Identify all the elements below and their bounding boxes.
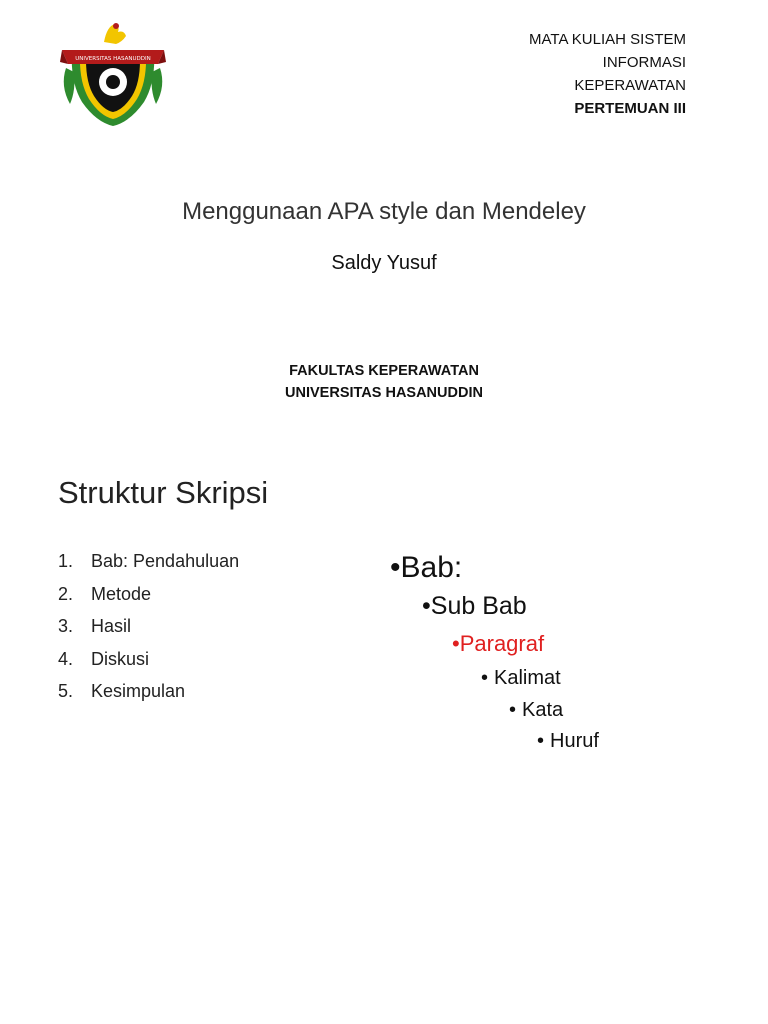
presentation-title: Menggunaan APA style dan Mendeley: [182, 198, 586, 225]
list-number: 3.: [58, 616, 74, 636]
hierarchy-label: Bab:: [400, 551, 463, 584]
hierarchy-label: Kalimat: [494, 667, 561, 689]
presenter-name: Saldy Yusuf: [331, 252, 437, 274]
bullet-icon: •: [422, 592, 431, 620]
hierarchy-label: Paragraf: [459, 631, 545, 656]
institution-block: [0, 360, 768, 404]
hierarchy-level-kata: [509, 699, 563, 722]
course-line-3: KEPERAWATAN: [574, 77, 686, 94]
list-label: Diskusi: [91, 648, 150, 669]
faculty-name: FAKULTAS KEPERAWATAN: [289, 363, 479, 379]
bullet-icon: •: [481, 667, 489, 689]
bullet-icon: •: [537, 730, 545, 752]
slide-title: [0, 0, 768, 430]
list-number: 1.: [58, 551, 74, 571]
course-line-1: MATA KULIAH SISTEM: [529, 31, 686, 48]
hierarchy-level-paragraf: [452, 631, 544, 657]
hierarchy-level-huruf: [537, 730, 599, 753]
course-info: [529, 28, 686, 120]
hierarchy-label: Kata: [522, 699, 564, 721]
bullet-icon: •: [452, 631, 460, 656]
slide-thesis-structure: [0, 445, 768, 1024]
hierarchy-label: Sub Bab: [430, 592, 527, 620]
list-number: 2.: [58, 583, 74, 604]
list-number: 5.: [58, 681, 74, 701]
list-label: Kesimpulan: [91, 681, 186, 701]
list-label: Metode: [91, 583, 152, 604]
logo-ribbon-text: UNIVERSITAS HASANUDDIN: [75, 56, 151, 62]
list-label: Hasil: [91, 616, 132, 636]
course-line-2: INFORMASI: [602, 54, 686, 71]
list-number: 4.: [58, 648, 74, 669]
bullet-icon: •: [390, 551, 401, 584]
hierarchy-label: Huruf: [550, 730, 599, 752]
hierarchy-level-bab: [390, 551, 462, 585]
list-label: Bab: Pendahuluan: [91, 551, 240, 571]
hierarchy-level-kalimat: [481, 667, 561, 690]
hierarchy-level-sub-bab: [422, 592, 527, 621]
bullet-icon: •: [509, 699, 517, 721]
university-name: UNIVERSITAS HASANUDDIN: [285, 385, 483, 401]
hierarchy-bullets: [0, 445, 768, 1024]
slide-title: Struktur Skripsi: [58, 475, 269, 510]
meeting-label: PERTEMUAN III: [574, 100, 686, 117]
university-crest-logo: [60, 20, 166, 128]
